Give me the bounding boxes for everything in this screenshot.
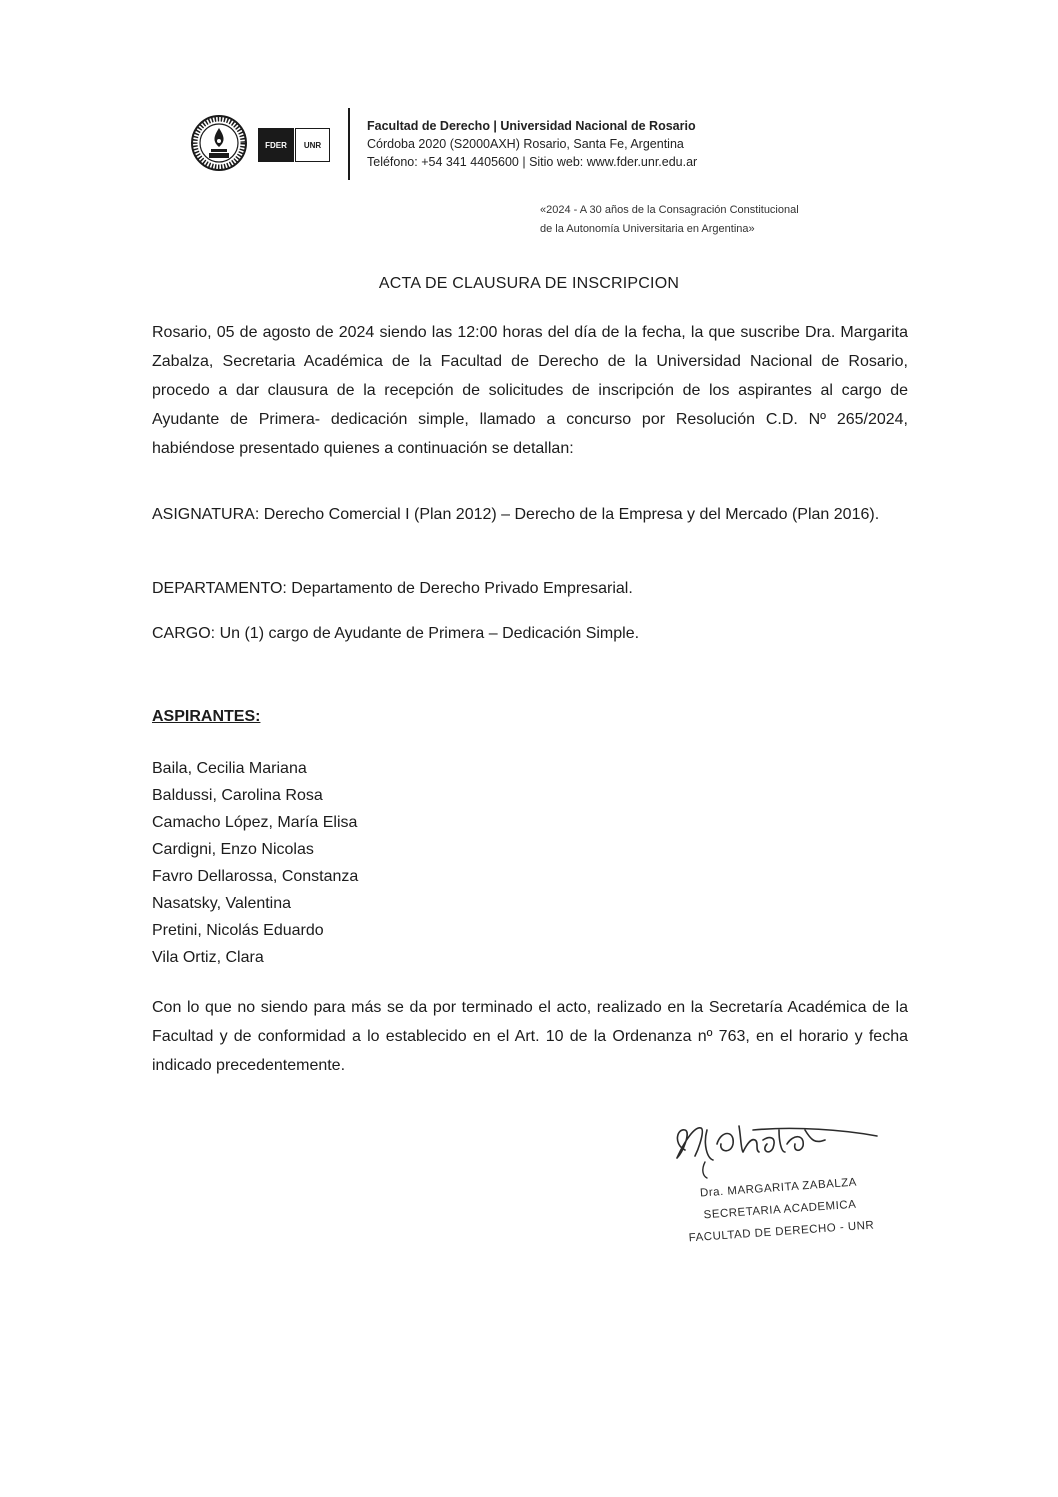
closing-paragraph: Con lo que no siendo para más se da por terminado el acto, realizado en la Secretaría Académica de la Facultad y de conformidad a lo establecido en el Art. 10 de la Ordenanza nº 763, en el horario y fecha indicado precedentemente. (152, 999, 908, 1074)
letterhead (190, 108, 790, 180)
departamento-line: DEPARTAMENTO: Departamento de Derecho Privado Empresarial. (152, 580, 633, 597)
list-item: Pretini, Nicolás Eduardo (152, 922, 324, 939)
signatory-institution: FACULTAD DE DERECHO - UNR (688, 1219, 875, 1245)
document-title: ACTA DE CLAUSURA DE INSCRIPCION (378, 275, 680, 292)
handwritten-signature (655, 1100, 885, 1180)
signatory-title: SECRETARIA ACADEMICA (703, 1198, 857, 1222)
letterhead-institution: Facultad de Derecho | Universidad Nacional de Rosario (367, 119, 696, 133)
asignatura-line: ASIGNATURA: Derecho Comercial I (Plan 2012) – Derecho de la Empresa y del Mercado (Plan 2016). (152, 506, 880, 523)
cargo-line: CARGO: Un (1) cargo de Ayudante de Primera – Dedicación Simple. (152, 625, 640, 642)
list-item: Baldussi, Carolina Rosa (152, 787, 323, 804)
list-item: Favro Dellarossa, Constanza (152, 868, 359, 885)
fder-logo: FDER (258, 128, 294, 162)
aspirantes-list (152, 755, 358, 971)
letterhead-address: Córdoba 2020 (S2000AXH) Rosario, Santa Fe, Argentina (367, 137, 684, 151)
unr-logo: UNR (295, 128, 330, 162)
letterhead-text (367, 117, 697, 171)
year-motto (540, 201, 799, 239)
list-item: Nasatsky, Valentina (152, 895, 292, 912)
list-item: Cardigni, Enzo Nicolas (152, 841, 314, 858)
letterhead-contact: Teléfono: +54 341 4405600 | Sitio web: www.fder.unr.edu.ar (367, 155, 698, 169)
list-item: Camacho López, María Elisa (152, 814, 358, 831)
university-seal-logo (190, 114, 248, 172)
signatory-name: Dra. MARGARITA ZABALZA (699, 1176, 858, 1200)
list-item: Vila Ortiz, Clara (152, 949, 264, 966)
letterhead-divider (348, 108, 350, 180)
intro-paragraph: Rosario, 05 de agosto de 2024 siendo las 12:00 horas del día de la fecha, la que suscribe Dra. Margarita Zabalza, Secretaria Académica de la Facultad de Derecho de la Universidad Nacional de Rosario, procedo a dar clausura de la recepción de solicitudes de inscripción de los aspirantes al cargo de Ayudante de Primera- dedicación simple, llamado a concurso por Resolución C.D. Nº 265/2024, habiéndose presentado quienes a continuación se detallan: (152, 324, 908, 457)
list-item: Baila, Cecilia Mariana (152, 760, 307, 777)
motto-line-2: de la Autonomía Universitaria en Argentina» (540, 223, 755, 235)
aspirantes-heading: ASPIRANTES: (152, 708, 261, 725)
motto-line-1: «2024 - A 30 años de la Consagración Constitucional (540, 204, 799, 216)
signature-stamp (678, 1170, 882, 1250)
